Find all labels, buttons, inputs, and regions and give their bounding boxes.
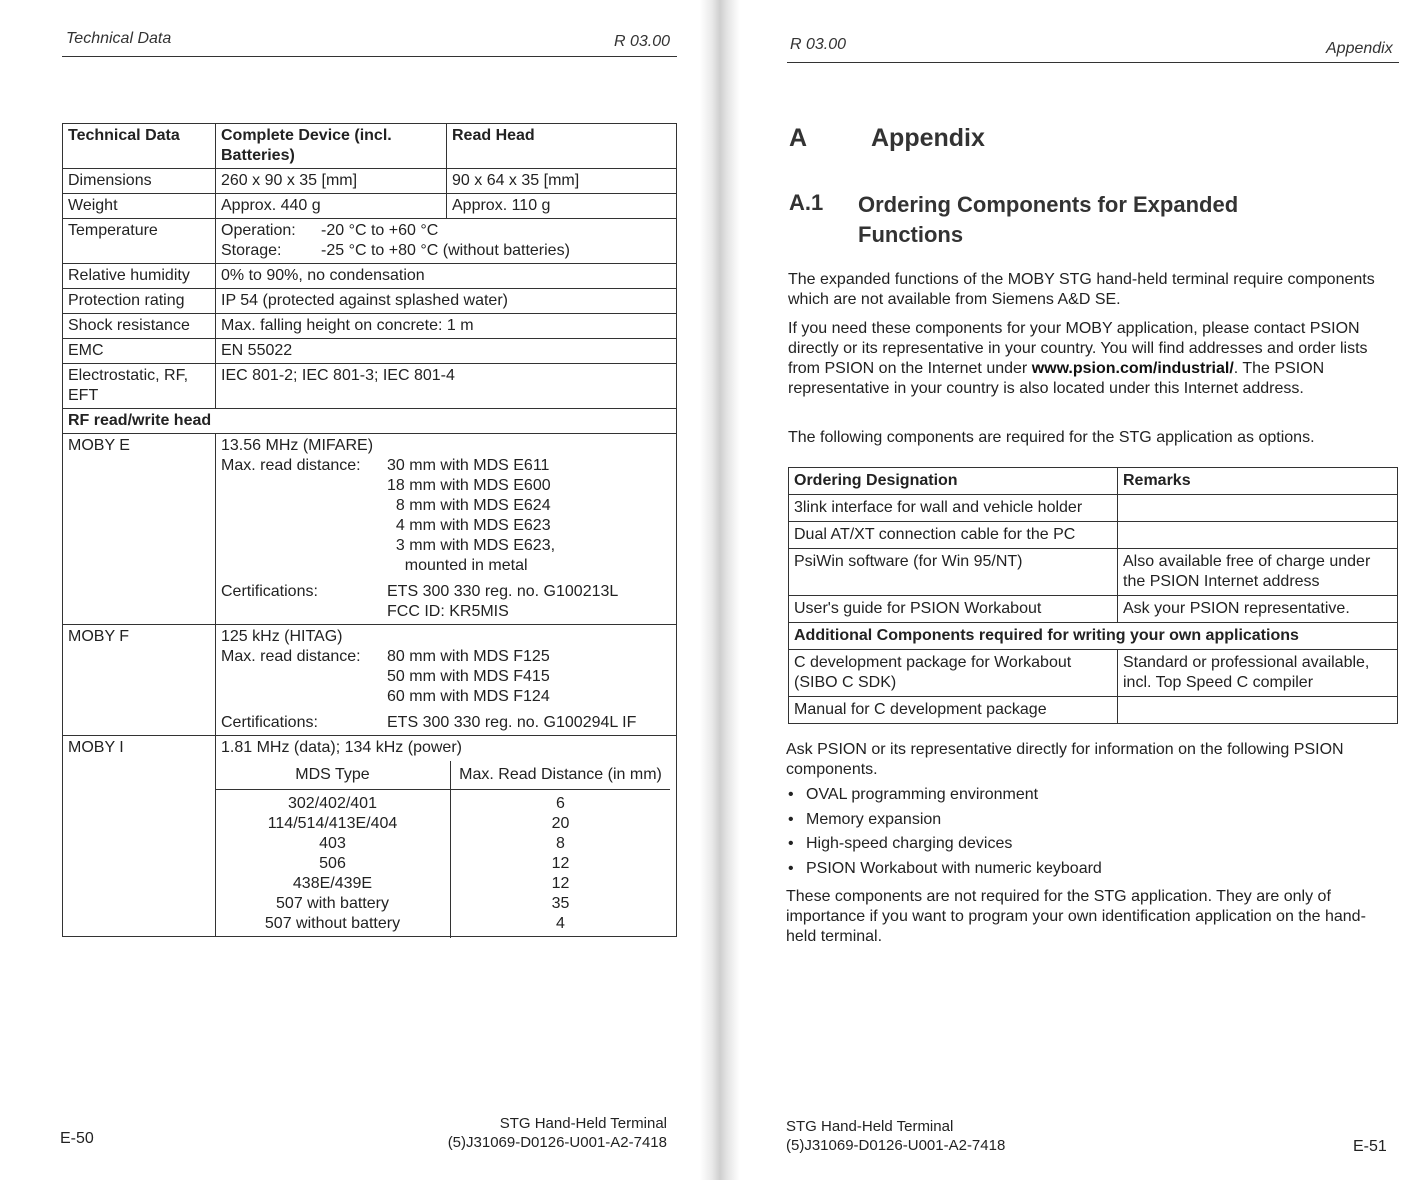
row-label: MOBY E — [63, 434, 216, 625]
intro-paragraph: The expanded functions of the MOBY STG hand-held terminal require components which are not available from Siemens A&D SE. — [788, 271, 1375, 308]
cell-value: Approx. 440 g — [216, 194, 447, 219]
ordering-table — [788, 467, 1398, 724]
cell-value — [216, 219, 677, 264]
mds-type: 438E/439E — [292, 875, 373, 892]
list-item: • Memory expansion — [786, 808, 1102, 833]
contact-text: If you need these components for your MOBY application, please contact PSION directly or its representative in your country. You will find addresses and order lists from PSION on the Internet under — [788, 320, 1368, 377]
table-header-row — [63, 124, 677, 169]
mds-type-header: MDS Type — [215, 761, 451, 790]
remark-cell: Ask your PSION representative. — [1118, 596, 1398, 623]
running-header-revision: R 03.00 — [614, 33, 671, 50]
operation-value: -20 °C to +60 °C — [321, 222, 439, 239]
row-label: Dimensions — [63, 169, 216, 194]
cell-value: 0% to 90%, no condensation — [216, 264, 677, 289]
cell-value: EN 55022 — [216, 339, 677, 364]
footer-title-left: STG Hand-Held Terminal — [499, 1115, 667, 1132]
max-distance: 4 — [556, 915, 565, 932]
cell-value: IEC 801-2; IEC 801-3; IEC 801-4 — [216, 364, 677, 409]
cell-value: 90 x 64 x 35 [mm] — [447, 169, 677, 194]
table-row — [789, 596, 1398, 623]
storage-value: -25 °C to +80 °C (without batteries) — [321, 242, 570, 259]
row-label: MOBY I — [63, 736, 216, 937]
table-row — [789, 697, 1398, 724]
row-label: Protection rating — [63, 289, 216, 314]
section-title — [858, 190, 1238, 250]
table-row — [789, 650, 1398, 697]
mds-type: 506 — [319, 855, 346, 872]
additional-components-heading: Additional Components required for writing your own applications — [789, 623, 1398, 650]
cert-item: FCC ID: KR5MIS — [387, 603, 509, 620]
remark-cell: Standard or professional available, incl. Top Speed C compiler — [1118, 650, 1398, 697]
chapter-title: Appendix — [871, 124, 985, 152]
running-header-appendix: Appendix — [1326, 40, 1393, 57]
footer-code-right: (5)J31069-D0126-U001-A2-7418 — [786, 1137, 1006, 1154]
max-distance: 35 — [551, 895, 570, 912]
distance-item: mounted in metal — [387, 557, 528, 574]
section-row — [63, 409, 677, 434]
list-item: • OVAL programming environment — [786, 783, 1102, 808]
table-row — [63, 736, 677, 937]
page-number-right: E-51 — [1353, 1138, 1387, 1155]
max-distance: 12 — [551, 875, 570, 892]
table-row — [63, 289, 677, 314]
list-item: • PSION Workabout with numeric keyboard — [786, 857, 1102, 882]
table-row — [63, 169, 677, 194]
max-distance: 20 — [551, 815, 570, 832]
mds-type: 507 with battery — [276, 895, 389, 912]
remark-cell: Also available free of charge under the PSION Internet address — [1118, 549, 1398, 596]
row-label: Weight — [63, 194, 216, 219]
component-bullet-list — [786, 783, 1102, 881]
mds-type: 507 without battery — [264, 915, 401, 932]
designation-cell: Manual for C development package — [789, 697, 1118, 724]
cell-value: IP 54 (protected against splashed water) — [216, 289, 677, 314]
table-row — [63, 339, 677, 364]
remark-cell — [1118, 697, 1398, 724]
contact-paragraph — [788, 319, 1396, 399]
designation-cell: Dual AT/XT connection cable for the PC — [789, 522, 1118, 549]
footer-title-right: STG Hand-Held Terminal — [786, 1118, 954, 1135]
distance-item: 60 mm with MDS F124 — [387, 688, 550, 705]
cell-value: Max. falling height on concrete: 1 m — [216, 314, 677, 339]
row-label: MOBY F — [63, 625, 216, 736]
row-label: Temperature — [63, 219, 216, 264]
max-distance: 8 — [556, 835, 565, 852]
section-title-line: Ordering Components for Expanded — [858, 192, 1239, 217]
mds-type: 302/402/401 — [288, 795, 377, 812]
table-header-row — [789, 468, 1398, 495]
operation-key: Operation: — [221, 222, 296, 239]
header-read-head: Read Head — [447, 124, 677, 169]
max-distance-list — [451, 790, 671, 939]
footer-code-left: (5)J31069-D0126-U001-A2-7418 — [447, 1134, 667, 1151]
frequency: 1.81 MHz (data); 134 kHz (power) — [221, 739, 462, 756]
distance-item: 4 mm with MDS E623 — [387, 517, 551, 534]
header-complete-device: Complete Device (incl. Batteries) — [216, 124, 447, 169]
list-item: • High-speed charging devices — [786, 832, 1102, 857]
mds-type-list — [215, 790, 451, 939]
storage-key: Storage: — [221, 242, 282, 259]
distance-item: 80 mm with MDS F125 — [387, 648, 550, 665]
table-row — [63, 314, 677, 339]
cert-key: Certifications: — [221, 714, 318, 731]
section-title-line: Functions — [858, 222, 964, 247]
frequency: 13.56 MHz (MIFARE) — [221, 437, 374, 454]
running-header-revision-right: R 03.00 — [790, 36, 847, 53]
designation-cell: PsiWin software (for Win 95/NT) — [789, 549, 1118, 596]
chapter-letter: A — [789, 124, 808, 152]
row-label: Relative humidity — [63, 264, 216, 289]
remark-cell — [1118, 495, 1398, 522]
cert-key: Certifications: — [221, 583, 318, 600]
table-row — [63, 364, 677, 409]
book-gutter — [700, 0, 740, 1180]
header-technical-data: Technical Data — [63, 124, 216, 169]
max-distance-header: Max. Read Distance (in mm) — [451, 761, 671, 790]
table-row — [789, 549, 1398, 596]
designation-cell: C development package for Workabout (SIBO C SDK) — [789, 650, 1118, 697]
row-label: Electrostatic, RF, EFT — [63, 364, 216, 409]
frequency: 125 kHz (HITAG) — [221, 628, 343, 645]
left-page — [0, 0, 705, 1180]
cell-value: Approx. 110 g — [447, 194, 677, 219]
row-label: EMC — [63, 339, 216, 364]
cell-value — [216, 736, 677, 937]
cell-value — [216, 434, 677, 625]
section-row — [789, 623, 1398, 650]
cell-value — [216, 625, 677, 736]
distance-item: 18 mm with MDS E600 — [387, 477, 551, 494]
max-distance: 6 — [556, 795, 565, 812]
running-header-left: Technical Data — [66, 30, 172, 47]
table-row — [789, 522, 1398, 549]
header-remarks: Remarks — [1118, 468, 1398, 495]
distance-item: 30 mm with MDS E611 — [387, 457, 550, 474]
table-row — [63, 194, 677, 219]
section-number: A.1 — [789, 190, 824, 215]
mds-type: 403 — [319, 835, 346, 852]
psion-url-link[interactable]: www.psion.com/industrial/ — [1031, 360, 1234, 377]
contact-text-end: . The PSION representative in your country is also located under this Internet address. — [788, 360, 1325, 397]
distance-item: 3 mm with MDS E623, — [387, 537, 556, 554]
header-ordering-designation: Ordering Designation — [789, 468, 1118, 495]
distance-item: 50 mm with MDS F415 — [387, 668, 550, 685]
distance-key: Max. read distance: — [221, 457, 361, 474]
components-intro: The following components are required for the STG application as options. — [788, 429, 1315, 446]
table-row — [63, 434, 677, 625]
technical-data-table — [62, 123, 677, 937]
cert-item: ETS 300 330 reg. no. G100294L IF — [387, 714, 637, 731]
table-row — [63, 264, 677, 289]
row-label: Shock resistance — [63, 314, 216, 339]
table-row — [789, 495, 1398, 522]
rf-section-heading: RF read/write head — [63, 409, 677, 434]
header-rule-right — [787, 62, 1399, 63]
page-number-left: E-50 — [60, 1130, 94, 1147]
designation-cell: User's guide for PSION Workabout — [789, 596, 1118, 623]
table-row — [63, 219, 677, 264]
mds-distance-table — [215, 761, 670, 938]
designation-cell: 3link interface for wall and vehicle holder — [789, 495, 1118, 522]
table-row — [63, 625, 677, 736]
mds-type: 114/514/413E/404 — [267, 815, 398, 832]
distance-key: Max. read distance: — [221, 648, 361, 665]
remark-cell — [1118, 522, 1398, 549]
closing-paragraph: These components are not required for the STG application. They are only of importance if you want to program your own identification application on the hand-held terminal. — [786, 888, 1366, 945]
max-distance: 12 — [551, 855, 570, 872]
cell-value: 260 x 90 x 35 [mm] — [216, 169, 447, 194]
cert-item: ETS 300 330 reg. no. G100213L — [387, 583, 619, 600]
distance-item: 8 mm with MDS E624 — [387, 497, 551, 514]
ask-psion-paragraph: Ask PSION or its representative directly for information on the following PSION components. — [786, 741, 1344, 778]
header-rule — [62, 56, 677, 57]
